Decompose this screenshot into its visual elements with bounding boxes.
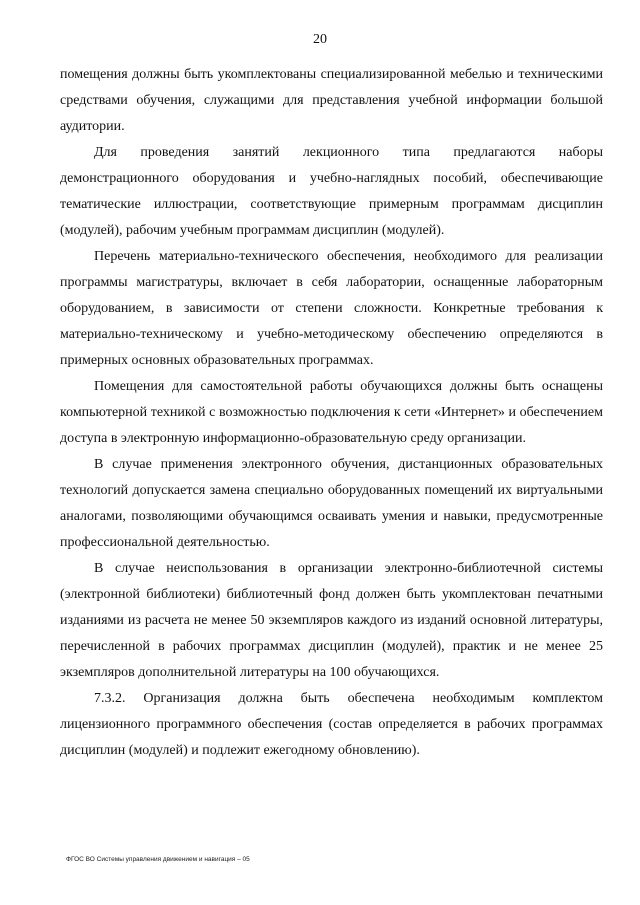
paragraph-material-support: Перечень материально-технического обеспечения, необходимого для реализации программы магистратуры, включает в себя лаборатории, оснащенные лабораторным оборудованием, в зависимости от степени сложности. Конкретные требования к материально-техническому и учебно-методическому обеспечению определяются в примерных основных образовательных программах. xyxy=(60,249,603,368)
paragraph-lecture-sets: Для проведения занятий лекционного типа предлагаются наборы демонстрационного оборудования и учебно-наглядных пособий, обеспечивающие тематические иллюстрации, соответствующие примерным программам дисциплин (модулей), рабочим учебным программам дисциплин (модулей). xyxy=(60,145,603,238)
document-footer: ФГОС ВО Системы управления движением и навигация – 05 xyxy=(66,856,250,863)
paragraph-equipment-continuation: помещения должны быть укомплектованы специализированной мебелью и техническими средствами обучения, служащими для представления учебной информации большой аудитории. xyxy=(60,67,603,134)
paragraph-self-study-rooms: Помещения для самостоятельной работы обучающихся должны быть оснащены компьютерной техникой с возможностью подключения к сети «Интернет» и обеспечением доступа в электронную информационно-образовательную среду организации. xyxy=(60,379,603,446)
paragraph-licensed-software: 7.3.2. Организация должна быть обеспечена необходимым комплектом лицензионного программного обеспечения (состав определяется в рабочих программах дисциплин (модулей) и подлежит ежегодному обновлению). xyxy=(60,691,603,758)
paragraph-library-fund: В случае неиспользования в организации электронно-библиотечной системы (электронной библиотеки) библиотечный фонд должен быть укомплектован печатными изданиями из расчета не менее 50 экземпляров каждого из изданий основной литературы, перечисленной в рабочих программах дисциплин (модулей), практик и не менее 25 экземпляров дополнительной литературы на 100 обучающихся. xyxy=(60,561,603,680)
paragraph-e-learning: В случае применения электронного обучения, дистанционных образовательных технологий допускается замена специально оборудованных помещений их виртуальными аналогами, позволяющими обучающимся осваивать умения и навыки, предусмотренные профессиональной деятельностью. xyxy=(60,457,603,550)
page-number: 20 xyxy=(313,32,327,47)
document-body xyxy=(60,62,603,764)
